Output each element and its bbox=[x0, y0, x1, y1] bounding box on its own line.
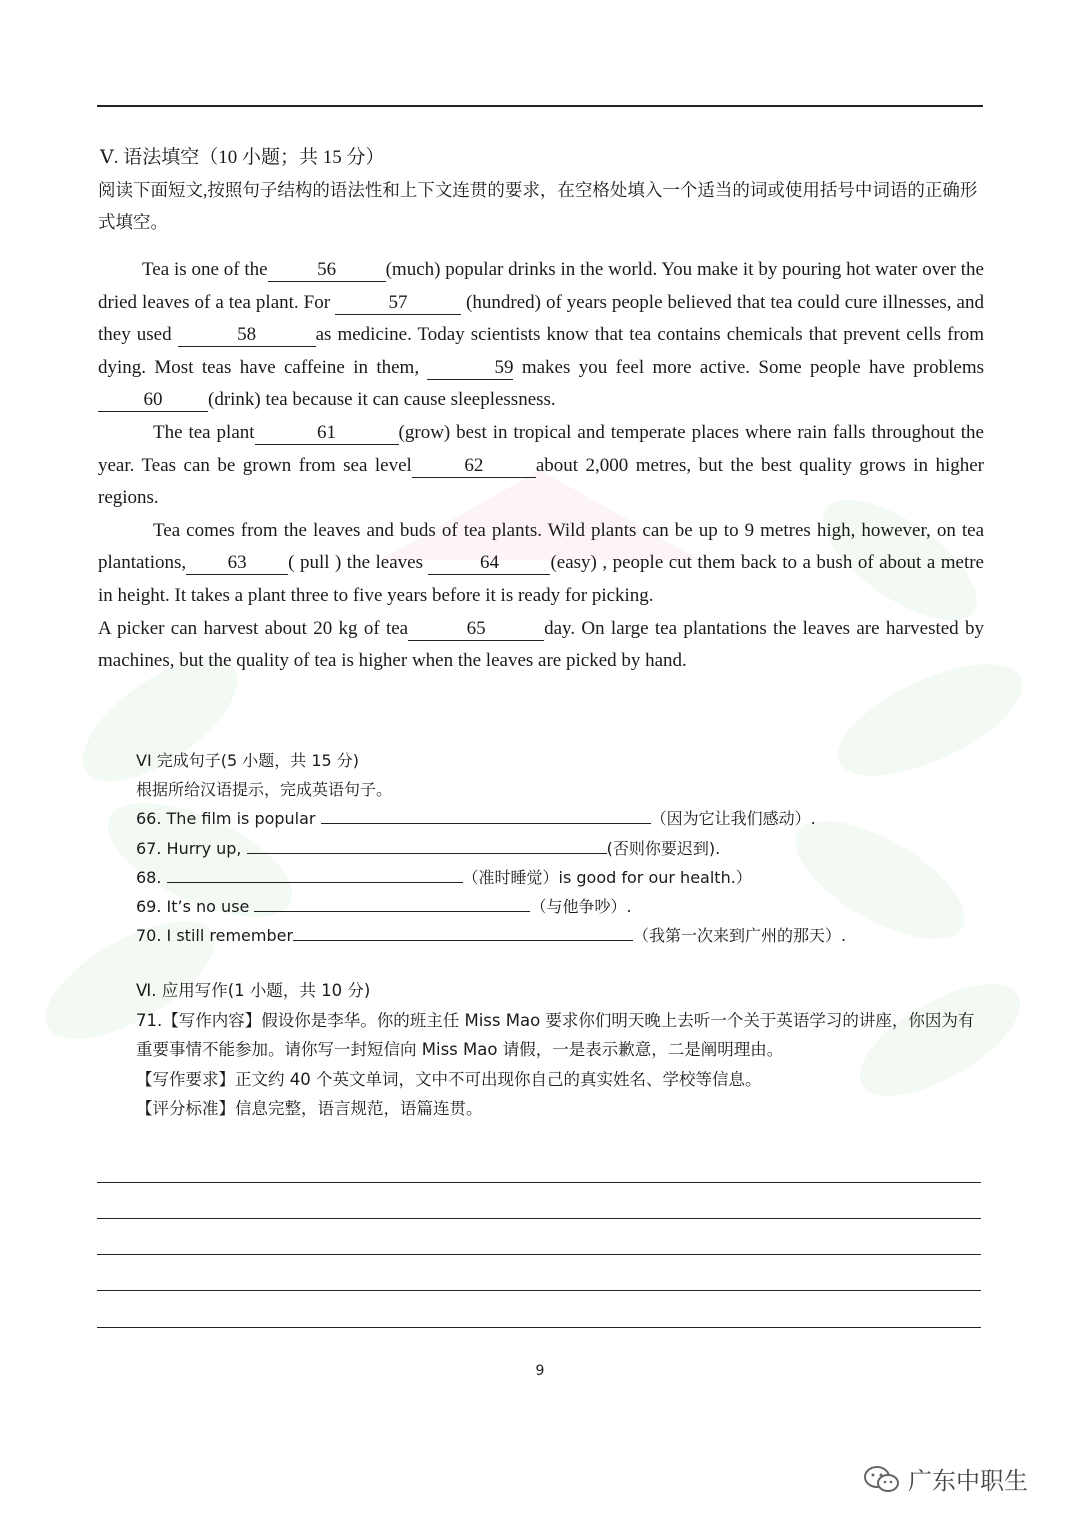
question-hint: （与他争吵）. bbox=[530, 897, 632, 917]
passage-text: as medicine. Today scientists know that tea contains chemicals that prevent cells from dying. Most teas have caffeine in them, bbox=[98, 324, 985, 378]
section7 bbox=[136, 976, 984, 1124]
section7-title: Ⅵ. 应用写作(1 小题，共 10 分) bbox=[136, 981, 371, 1000]
question-text: 69. It’s no use bbox=[136, 897, 255, 917]
blank-64[interactable]: 64 bbox=[428, 552, 550, 575]
question-text: 67. Hurry up, bbox=[136, 838, 247, 858]
answer-line-66[interactable] bbox=[321, 805, 651, 824]
passage-text: (grow) best in tropical and temperate places where rain falls throughout the year. Teas can be grown from sea level bbox=[98, 421, 984, 476]
passage-text: (much) popular drinks in the world. You make it by pouring hot water over the dried leaves of a tea plant. For bbox=[98, 259, 984, 313]
question-hint: （准时睡觉）is good for our health.） bbox=[462, 867, 752, 887]
section6 bbox=[136, 746, 984, 950]
scoring-criteria: 【评分标准】信息完整，语言规范，语篇连贯。 bbox=[136, 1099, 483, 1118]
section5-instruction: 阅读下面短文,按照句子结构的语法性和上下文连贯的要求，在空格处填入一个适当的词或使用括号中词语的正确形式填空。 bbox=[98, 180, 978, 232]
watermark bbox=[862, 1461, 1028, 1496]
section6-title: VI 完成句子(5 小题，共 15 分) bbox=[136, 751, 360, 770]
blank-60[interactable]: 60 bbox=[98, 389, 208, 412]
passage-text: makes you feel more active. Some people have problems bbox=[521, 356, 984, 378]
watermark-text: 广东中职生 bbox=[908, 1467, 1028, 1495]
page-number: 9 bbox=[535, 1363, 545, 1379]
question-hint: （因为它让我们感动）. bbox=[650, 809, 816, 829]
passage-text: (easy) , people cut them back to a bush of about a metre in height. It takes a plant three to five years before it is ready for picking. bbox=[98, 552, 984, 606]
passage-text: day. On large tea plantations the leaves are harvested by machines, but the quality of tea is higher when the leaves are picked by hand. bbox=[98, 617, 985, 672]
passage-paragraph-3 bbox=[98, 515, 984, 613]
question-70 bbox=[136, 921, 984, 950]
passage-text: A picker can harvest about 20 kg of tea bbox=[98, 617, 409, 639]
blank-56[interactable]: 56 bbox=[268, 259, 386, 282]
writing-requirement: 【写作要求】正文约 40 个英文单词，文中不可出现你自己的真实姓名、学校等信息。 bbox=[136, 1069, 762, 1089]
answer-line-67[interactable] bbox=[247, 835, 607, 854]
blank-65[interactable]: 65 bbox=[408, 618, 544, 641]
blank-59[interactable]: 59 bbox=[427, 357, 513, 380]
passage-paragraph-4 bbox=[98, 613, 984, 678]
blank-57[interactable]: 57 bbox=[335, 292, 461, 315]
question-67 bbox=[136, 834, 984, 863]
passage-paragraph-2 bbox=[98, 417, 984, 515]
writing-line[interactable] bbox=[97, 1254, 981, 1255]
answer-line-68[interactable] bbox=[167, 864, 463, 883]
writing-line[interactable] bbox=[97, 1290, 981, 1291]
answer-line-70[interactable] bbox=[293, 922, 633, 941]
writing-line[interactable] bbox=[97, 1218, 981, 1219]
question-text: 66. The film is popular bbox=[136, 809, 321, 829]
question-text: 70. I still remember bbox=[136, 926, 294, 946]
question-hint: (否则你要迟到). bbox=[606, 838, 721, 858]
writing-content: 71.【写作内容】假设你是李华。你的班主任 Miss Mao 要求你们明天晚上去听一个关于英语学习的讲座，你因为有重要事情不能参加。请你写一封短信向 Miss Mao 请假，一是表示歉意，二是阐明理由。 bbox=[136, 1010, 975, 1059]
question-hint: （我第一次来到广州的那天）. bbox=[633, 926, 847, 946]
blank-58[interactable]: 58 bbox=[178, 324, 316, 347]
writing-line[interactable] bbox=[97, 1182, 981, 1183]
question-69 bbox=[136, 892, 984, 921]
passage bbox=[98, 254, 984, 678]
passage-text: (hundred) of years people believed that tea could cure illnesses, and they used bbox=[98, 291, 984, 346]
passage-paragraph-1 bbox=[98, 254, 984, 417]
question-68 bbox=[136, 863, 984, 892]
wechat-icon bbox=[862, 1464, 902, 1494]
passage-text: about 2,000 metres, but the best quality grows in higher regions. bbox=[98, 454, 985, 509]
passage-text: Tea is one of the bbox=[142, 259, 268, 280]
question-66 bbox=[136, 804, 984, 833]
blank-61[interactable]: 61 bbox=[255, 422, 399, 445]
passage-text: Tea comes from the leaves and buds of tea plants. Wild plants can be up to 9 metres high, however, on tea plantations, bbox=[98, 519, 984, 574]
section5-title: Ⅴ. 语法填空（10 小题；共 15 分） bbox=[100, 147, 385, 168]
question-text: 68. bbox=[136, 867, 167, 887]
answer-line-69[interactable] bbox=[254, 893, 530, 912]
blank-63[interactable]: 63 bbox=[186, 552, 288, 575]
passage-text: The tea plant bbox=[153, 421, 255, 443]
passage-text: (drink) tea because it can cause sleeplessness. bbox=[208, 389, 556, 411]
header-rule bbox=[97, 105, 983, 107]
blank-62[interactable]: 62 bbox=[412, 455, 536, 478]
section6-instruction: 根据所给汉语提示，完成英语句子。 bbox=[136, 780, 393, 800]
writing-line[interactable] bbox=[97, 1327, 981, 1328]
passage-text: ( pull ) the leaves bbox=[288, 552, 423, 574]
